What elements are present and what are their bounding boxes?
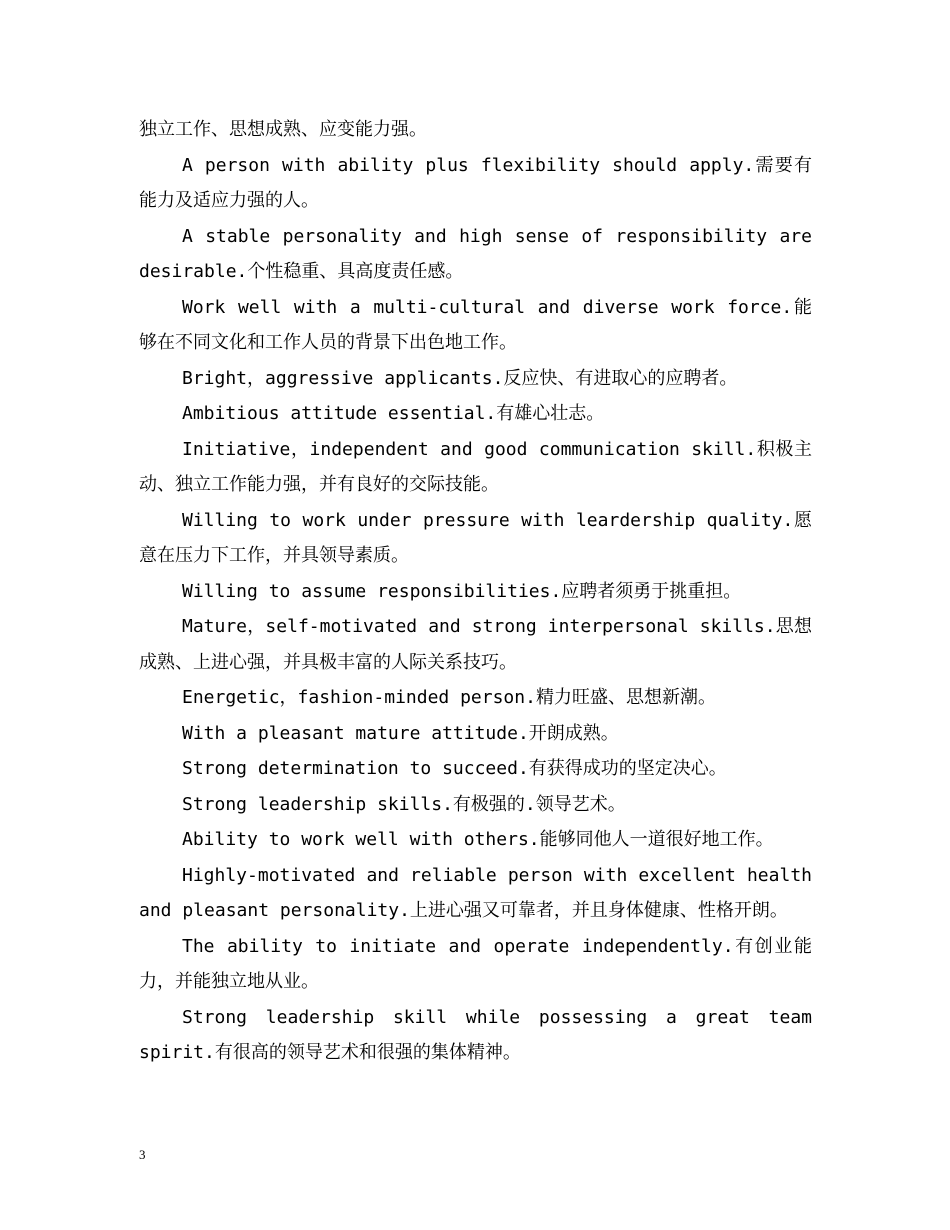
paragraph: Energetic，fashion-minded person.精力旺盛、思想新潮。 <box>182 687 716 708</box>
paragraph: Work well with a multi-cultural and diverse work force.能够在不同文化和工作人员的背景下出色地工作。 <box>139 296 812 353</box>
paragraph: Strong leadership skill while possessing a great team spirit.有很高的领导艺术和很强的集体精神。 <box>139 1006 812 1063</box>
paragraph: Mature，self-motivated and strong interpersonal skills.思想成熟、上进心强，并具极丰富的人际关系技巧。 <box>139 616 812 673</box>
paragraph-continuation: 独立工作、思想成熟、应变能力强。 <box>139 119 427 140</box>
page-number: 3 <box>139 1147 146 1162</box>
paragraph: A stable personality and high sense of responsibility are desirable.个性稳重、具高度责任感。 <box>139 225 812 282</box>
paragraph: With a pleasant mature attitude.开朗成熟。 <box>182 722 619 744</box>
paragraph: Initiative，independent and good communication skill.积极主动、独立工作能力强，并有良好的交际技能。 <box>139 438 812 495</box>
paragraph: Strong leadership skills.有极强的.领导艺术。 <box>182 793 626 815</box>
paragraph: Strong determination to succeed.有获得成功的坚定决心。 <box>182 758 727 779</box>
paragraph: Ambitious attitude essential.有雄心壮志。 <box>182 403 605 424</box>
paragraph: Willing to work under pressure with leardership quality.愿意在压力下工作，并具领导素质。 <box>139 509 812 566</box>
paragraph: Willing to assume responsibilities.应聘者须勇于挑重担。 <box>182 580 742 602</box>
paragraph: Ability to work well with others.能够同他人一道很好地工作。 <box>182 829 774 850</box>
paragraph: Highly-motivated and reliable person with excellent health and pleasant personality.上进心强又可靠者，并且身体健康、性格开朗。 <box>139 864 812 921</box>
paragraph: Bright，aggressive applicants.反应快、有进取心的应聘者。 <box>182 367 738 389</box>
document-body <box>139 112 812 1071</box>
paragraph: A person with ability plus flexibility should apply.需要有能力及适应力强的人。 <box>139 154 812 211</box>
paragraph: The ability to initiate and operate independently.有创业能力，并能独立地从业。 <box>139 935 812 992</box>
